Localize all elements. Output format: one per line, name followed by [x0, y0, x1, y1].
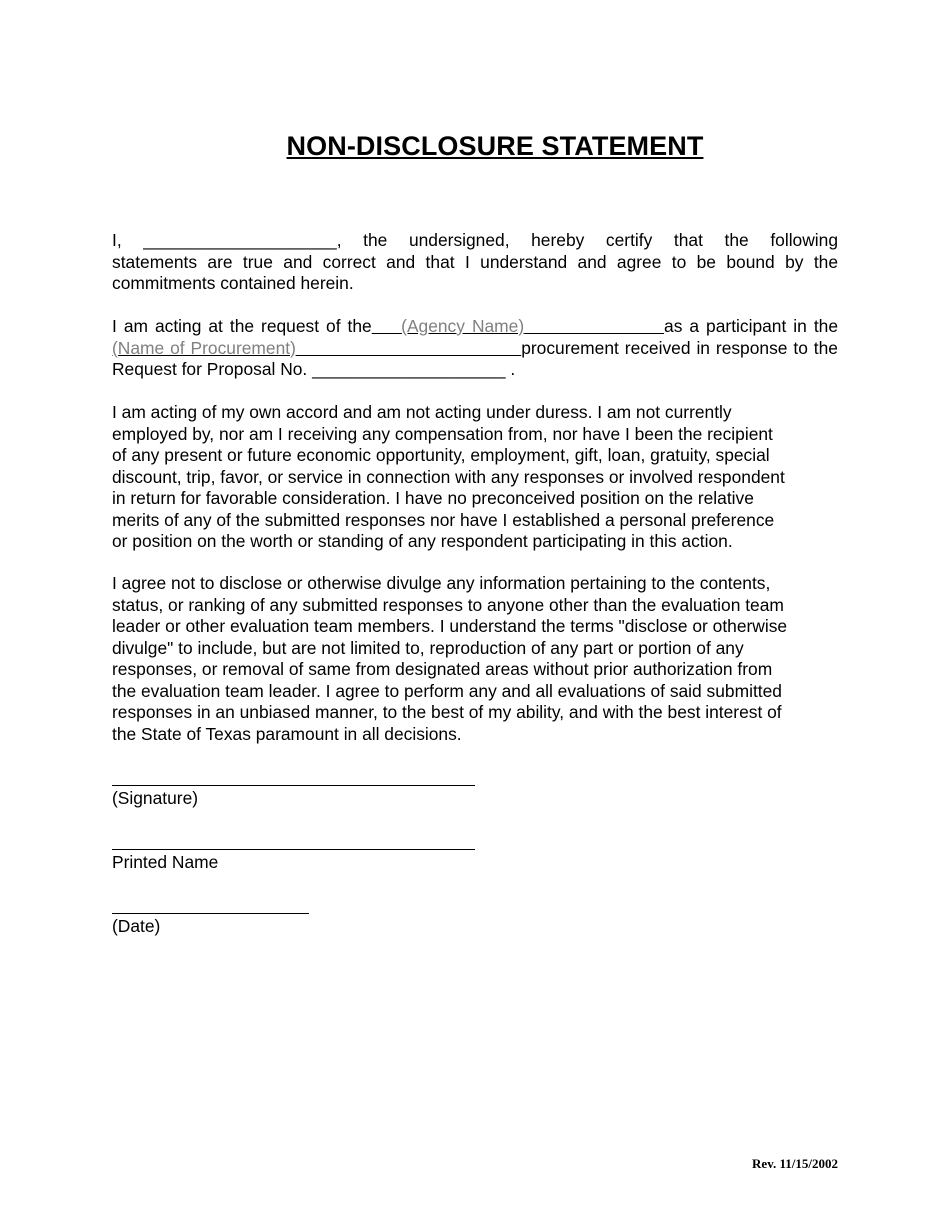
- paragraph-line: divulge" to include, but are not limited to, reproduction of any part or portion of any: [112, 637, 744, 658]
- paragraph-line: the evaluation team leader. I agree to perform any and all evaluations of said submitted: [112, 680, 782, 701]
- accord-paragraph: [112, 402, 838, 553]
- paragraph-line: discount, trip, favor, or service in connection with any responses or involved respondent: [112, 466, 785, 487]
- printed-name-line[interactable]: [112, 849, 475, 850]
- paragraph-line: employed by, nor am I receiving any compensation from, nor have I been the recipient: [112, 423, 773, 444]
- certification-line-2: statements are true and correct and that I understand and agree to be bound by the: [112, 251, 838, 272]
- agency-name-field[interactable]: (Agency Name): [401, 316, 525, 336]
- document-title: NON-DISCLOSURE STATEMENT: [286, 131, 704, 161]
- date-label: (Date): [112, 916, 161, 936]
- certification-line-1: I, ____________________, the undersigned, hereby certify that the following: [112, 230, 838, 250]
- paragraph-line: status, or ranking of any submitted responses to anyone other than the evaluation team: [112, 594, 784, 615]
- paragraph-line: merits of any of the submitted responses nor have I established a personal preference: [112, 509, 775, 530]
- printed-name-label: Printed Name: [112, 852, 219, 872]
- request-paragraph: [112, 316, 838, 381]
- paragraph-line: I agree not to disclose or otherwise divulge any information pertaining to the contents,: [112, 573, 771, 593]
- request-line-2: (Name of Procurement) procurement received in response to the: [112, 337, 838, 358]
- paragraph-line: responses in an unbiased manner, to the best of my ability, and with the best interest of: [112, 702, 782, 722]
- paragraph-line: or position on the worth or standing of any respondent participating in this action.: [112, 531, 733, 551]
- name-blank[interactable]: ____________________: [143, 230, 337, 250]
- paragraph-line: responses, or removal of same from designated areas without prior authorization from: [112, 659, 773, 679]
- certification-paragraph: [112, 230, 838, 295]
- paragraph-line: of any present or future economic opportunity, employment, gift, loan, gratuity, special: [112, 445, 770, 465]
- paragraph-line: leader or other evaluation team members. I understand the terms "disclose or otherwise: [112, 616, 788, 636]
- paragraph-line: I am acting of my own accord and am not acting under duress. I am not currently: [112, 402, 732, 422]
- signature-label: (Signature): [112, 788, 199, 808]
- request-line-1: I am acting at the request of the (Agency Name) as a participant in the: [112, 316, 838, 336]
- certification-line-3: commitments contained herein.: [112, 273, 354, 293]
- rfp-number-line[interactable]: Request for Proposal No. ____________________ .: [112, 359, 516, 379]
- paragraph-line: the State of Texas paramount in all decisions.: [112, 723, 462, 744]
- signature-line[interactable]: [112, 785, 475, 786]
- date-line[interactable]: [112, 913, 309, 914]
- procurement-name-field[interactable]: (Name of Procurement): [112, 337, 296, 358]
- disclosure-paragraph: [112, 573, 838, 745]
- revision-date: Rev. 11/15/2002: [752, 1156, 838, 1171]
- paragraph-line: in return for favorable consideration. I have no preconceived position on the relative: [112, 488, 754, 508]
